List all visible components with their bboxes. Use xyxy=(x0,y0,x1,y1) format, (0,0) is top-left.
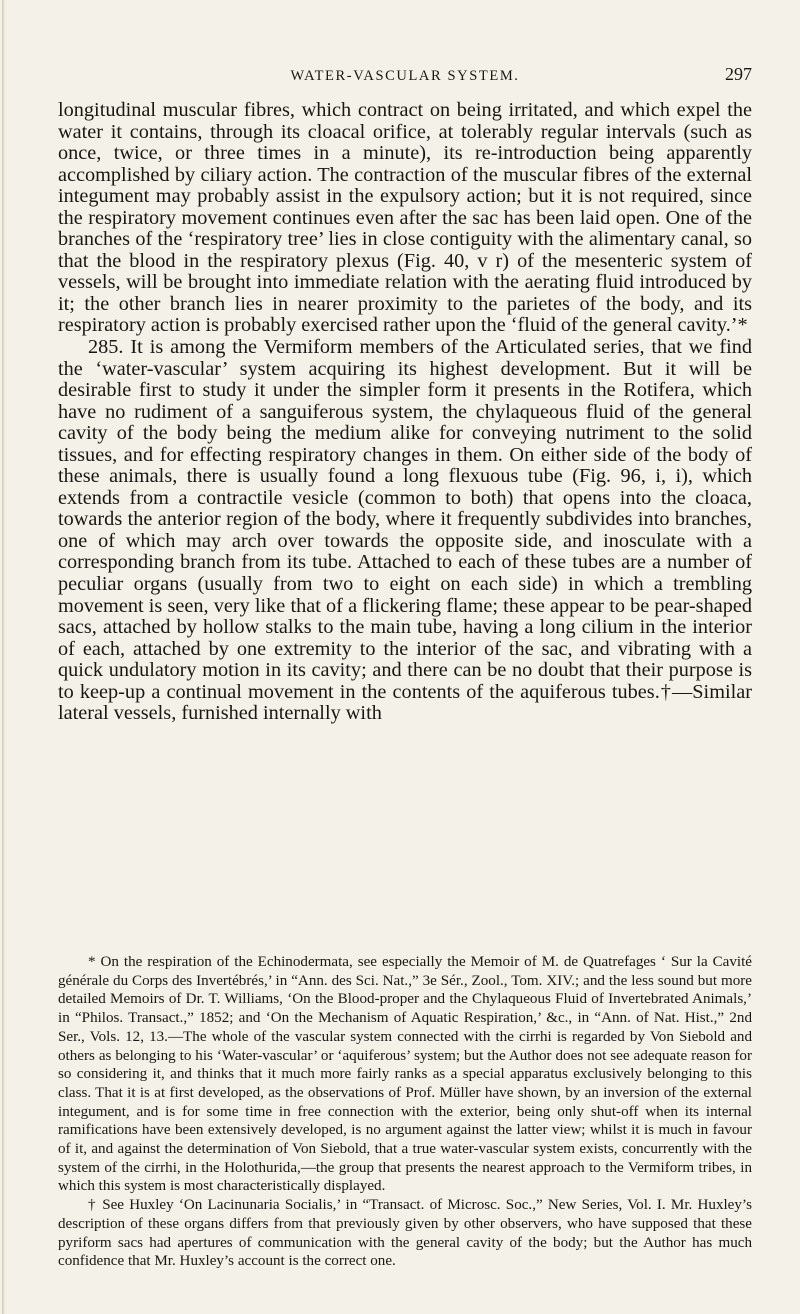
footnotes xyxy=(58,953,752,1271)
main-text xyxy=(58,100,752,725)
paragraph-285: 285. It is among the Vermiform members of the Articulated series, that we find the ‘water-vascular’ system acquiring its highest development. But it will be desirable first to study it under the simpler form it presents in the Rotifera, which have no rudiment of a sanguiferous system, the chylaqueous fluid of the general cavity of the body being the medium alike for conveying nutriment to the solid tissues, and for effecting respiratory changes in them. On either side of the body of these animals, there is usually found a long flexuous tube (Fig. 96, i, i), which extends from a contractile vesicle (common to both) that opens into the cloaca, towards the anterior region of the body, where it frequently subdivides into branches, one of which may arch over towards the opposite side, and inosculate with a corresponding branch from its tube. Attached to each of these tubes are a number of peculiar organs (usually from two to eight on each side) in which a trembling movement is seen, very like that of a flickering flame; these appear to be pear-shaped sacs, attached by hollow stalks to the main tube, having a long cilium in the interior of each, attached by one extremity to the interior of the sac, and vibrating with a quick undulatory motion in its cavity; and there can be no doubt that their purpose is to keep-up a continual movement in the contents of the aquiferous tubes.†—Similar lateral vessels, furnished internally with xyxy=(58,336,752,725)
footnote-asterisk: * On the respiration of the Echinodermata, see especially the Memoir of M. de Quatrefages ‘ Sur la Cavité générale du Corps des Invertébrés,’ in “Ann. des Sci. Nat.,” 3e Sér., Zool., Tom. XIV.; and the less sound but more detailed Memoirs of Dr. T. Williams, ‘On the Blood-proper and the Chylaqueous Fluid of Invertebrated Animals,’ in “Philos. Transact.,” 1852; and ‘On the Mechanism of Aquatic Respiration,’ &c., in “Ann. of Nat. Hist.,” 2nd Ser., Vols. 12, 13.—The whole of the vascular system connected with the cirrhi is regarded by Von Siebold and others as belonging to his ‘Water-vascular’ or ‘aquiferous’ system; but the Author does not see adequate reason for so considering it, and thinks that it much more fairly ranks as a special apparatus exclusively belonging to this class. That it is at first developed, as the observations of Prof. Müller have shown, by an inversion of the external integument, and is for some time in free connection with the exterior, being only shut-off when its internal ramifications have been extensively developed, is no argument against the latter view; whilst it is much in favour of it, and against the determination of Von Siebold, that a true water-vascular system exists, concurrently with the system of the cirrhi, in the Holothurida,—the group that presents the nearest approach to the Vermiform tribes, in which this system is most characteristically displayed. xyxy=(58,954,752,1195)
paragraph-continued: longitudinal muscular fibres, which contract on being irritated, and which expel the water it contains, through its cloacal orifice, at tolerably regular intervals (such as once, twice, or three times in a minute), its re-introduction being apparently accomplished by ciliary action. The contraction of the muscular fibres of the external integument may probably assist in the expulsory action; but it is not required, since the respiratory movement continues even after the sac has been laid open. One of the branches of the ‘respiratory tree’ lies in close contiguity with the alimentary canal, so that the blood in the respiratory plexus (Fig. 40, v r) of the mesenteric system of vessels, will be brought into immediate relation with the aerating fluid introduced by it; the other branch lies in nearer proximity to the parietes of the body, and its respiratory action is probably exercised rather upon the ‘fluid of the general cavity.’* xyxy=(58,99,752,337)
page-edge-shadow xyxy=(2,0,5,1314)
book-page xyxy=(20,0,780,1314)
footnote-dagger: † See Huxley ‘On Lacinunaria Socialis,’ in “Transact. of Microsc. Soc.,” New Series, Vol. I. Mr. Huxley’s description of these organs differs from that previously given by other observers, who have supposed that these pyriform sacs had apertures of communication with the general cavity of the body; but the Author has much confidence that Mr. Huxley’s account is the correct one. xyxy=(58,1197,752,1270)
running-head: WATER-VASCULAR SYSTEM. xyxy=(290,68,520,84)
page-number: 297 xyxy=(725,64,752,84)
page-header xyxy=(58,64,752,88)
